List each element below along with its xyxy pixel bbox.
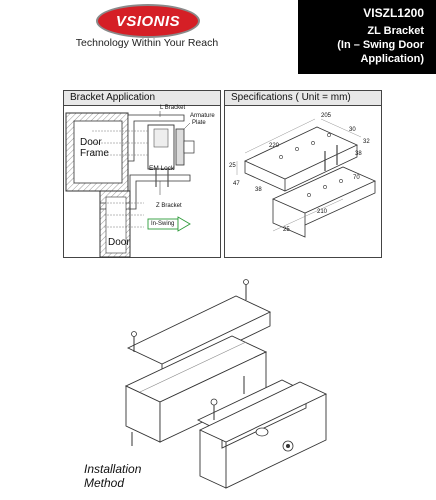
label-armature: Armature <box>190 113 215 119</box>
installation-method-label <box>84 462 141 490</box>
dim-47: 47 <box>233 181 240 187</box>
label-door: Door <box>108 237 130 248</box>
dim-210: 210 <box>317 209 328 215</box>
dim-220: 220 <box>269 143 280 149</box>
dim-25a: 25 <box>229 163 236 169</box>
dim-38a: 38 <box>355 151 362 157</box>
installation-line-2: Method <box>84 476 125 490</box>
label-plate: Plate <box>192 120 206 126</box>
tagline: Technology Within Your Reach <box>75 37 219 49</box>
label-door-frame-2: Frame <box>80 148 109 159</box>
title-line-3: Application) <box>360 53 424 65</box>
title-line-1: ZL Bracket <box>367 25 424 37</box>
label-z-bracket: Z Bracket <box>156 203 182 209</box>
dim-38b: 38 <box>255 187 262 193</box>
dim-32: 32 <box>363 139 370 145</box>
installation-line-1: Installation <box>84 462 142 476</box>
dim-70: 70 <box>353 175 360 181</box>
label-l-bracket: L Bracket <box>160 105 186 111</box>
dim-205: 205 <box>321 113 332 119</box>
title-line-2: (In – Swing Door <box>337 39 424 51</box>
dim-25b: 25 <box>283 227 290 233</box>
label-in-swing: In-Swing <box>151 221 175 227</box>
logo-text: VSIONIS <box>115 12 181 30</box>
specifications-heading: Specifications ( Unit = mm) <box>225 91 381 106</box>
model-number: VISZL1200 <box>363 6 424 20</box>
dim-30: 30 <box>349 127 356 133</box>
bracket-application-heading: Bracket Application <box>64 91 220 106</box>
label-door-frame-1: Door <box>80 137 102 148</box>
label-em-lock: EM Lock <box>149 165 175 172</box>
